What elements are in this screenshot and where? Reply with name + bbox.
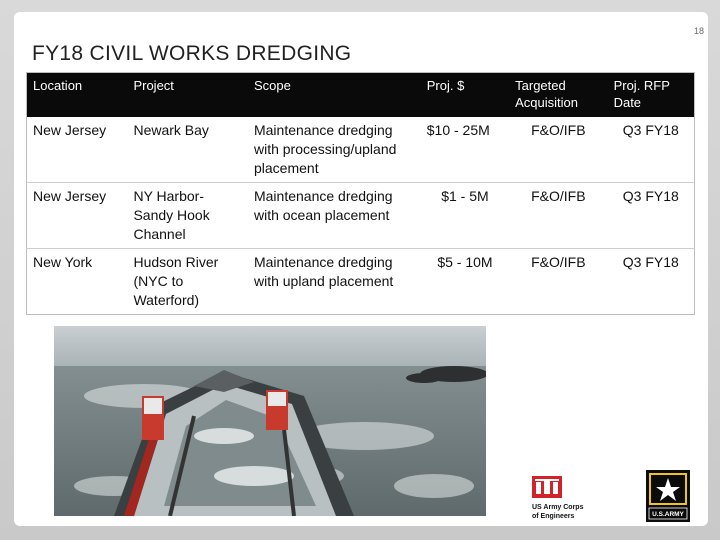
usace-line2: of Engineers <box>532 513 575 520</box>
cell-location: New York <box>33 254 93 270</box>
cell-acquisition: F&O/IFB <box>531 122 586 138</box>
cell-rfp-date: Q3 FY18 <box>622 254 679 270</box>
us-army-logo <box>646 470 690 522</box>
cell-location: New Jersey <box>33 188 107 204</box>
cell-project: Hudson River (NYC to Waterford) <box>133 254 219 308</box>
cell-cost: $5 - 10M <box>437 254 493 270</box>
cell-location: New Jersey <box>33 122 107 138</box>
cell-acquisition: F&O/IFB <box>531 188 586 204</box>
cell-cost: $10 - 25M <box>426 122 490 138</box>
cell-scope: Maintenance dredging with processing/upland placement <box>253 122 397 176</box>
header-project: Project <box>133 78 174 93</box>
cell-scope: Maintenance dredging with ocean placement <box>253 188 393 223</box>
cell-rfp-date: Q3 FY18 <box>622 122 679 138</box>
cell-project: Newark Bay <box>133 122 209 138</box>
cell-rfp-date: Q3 FY18 <box>622 188 679 204</box>
army-text: U.S.ARMY <box>652 511 684 518</box>
header-location: Location <box>33 78 83 93</box>
slide-title: FY18 CIVIL WORKS DREDGING <box>32 42 352 65</box>
cell-acquisition: F&O/IFB <box>531 254 586 270</box>
table-header <box>27 73 695 118</box>
table-row <box>27 183 695 249</box>
dredging-table <box>26 72 695 315</box>
cell-project: NY Harbor-Sandy Hook Channel <box>133 188 210 242</box>
cell-scope: Maintenance dredging with upland placement <box>253 254 394 289</box>
header-row <box>27 73 695 118</box>
cell-cost: $1 - 5M <box>441 188 489 204</box>
header-acquisition: Targeted Acquisition <box>515 78 579 110</box>
dredge-ship-photo <box>54 326 486 516</box>
table-row <box>27 117 695 183</box>
usace-line1: US Army Corps <box>532 504 584 511</box>
header-rfp-date: Proj. RFP Date <box>613 78 670 110</box>
table-row <box>27 249 695 315</box>
header-scope: Scope <box>253 78 291 93</box>
usace-logo <box>530 474 594 522</box>
page-number: 18 <box>693 26 704 36</box>
header-cost: Proj. $ <box>426 78 465 93</box>
